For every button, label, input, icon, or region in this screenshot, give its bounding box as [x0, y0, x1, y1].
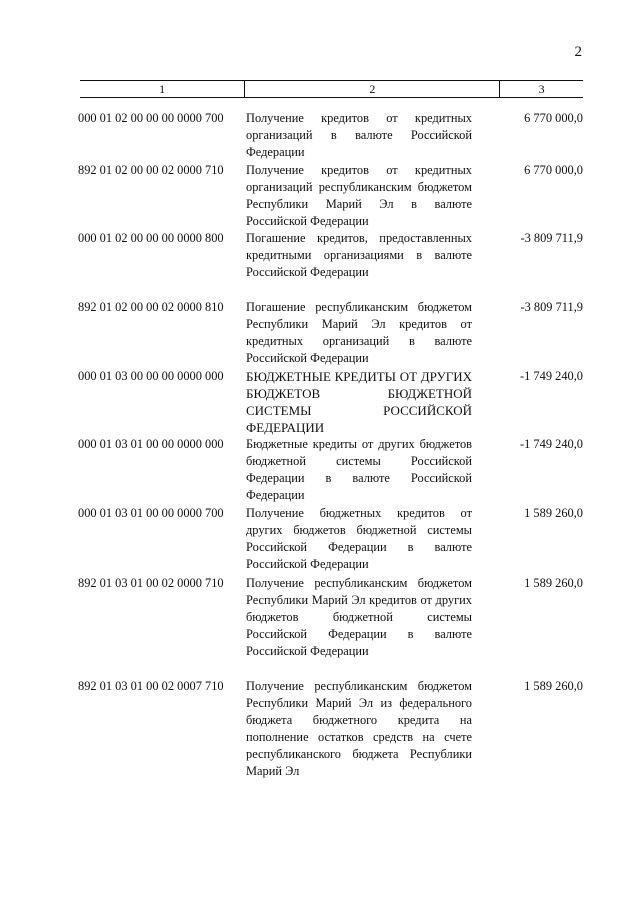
table-row — [78, 436, 583, 505]
table-row — [78, 110, 583, 162]
page-number: 2 — [574, 44, 582, 60]
row-amount: 6 770 000,0 — [524, 163, 583, 177]
row-code: 892 01 02 00 00 02 0000 810 — [78, 300, 224, 314]
row-amount: -1 749 240,0 — [520, 369, 583, 383]
header-col-1: 1 — [80, 81, 245, 97]
row-amount: -1 749 240,0 — [520, 437, 583, 451]
row-name: Погашение республиканским бюджетом Республики Марий Эл кредитов от кредитных организаций в валюте Российской Федерации — [246, 300, 472, 365]
header-col-3: 3 — [538, 82, 545, 96]
table-row — [78, 162, 583, 230]
row-name: Получение республиканским бюджетом Республики Марий Эл из федерального бюджета бюджетного кредита на пополнение остатков средств на счете республиканского бюджета Республики Марий Эл — [246, 679, 472, 778]
row-name: Бюджетные кредиты от других бюджетов бюджетной системы Российской Федерации в валюте Российской Федерации — [246, 437, 472, 502]
table-row — [78, 575, 583, 678]
table-row — [78, 505, 583, 575]
row-amount: 1 589 260,0 — [524, 576, 583, 590]
row-code: 892 01 03 01 00 02 0007 710 — [78, 679, 224, 693]
table-header — [80, 80, 583, 98]
row-code: 892 01 02 00 00 02 0000 710 — [78, 163, 224, 177]
table-row — [78, 230, 583, 299]
row-code: 000 01 03 01 00 00 0000 700 — [78, 506, 224, 520]
header-col-2: 2 — [245, 81, 500, 97]
row-name: БЮДЖЕТНЫЕ КРЕДИТЫ ОТ ДРУГИХ БЮДЖЕТОВ БЮДЖЕТНОЙ СИСТЕМЫ РОССИЙСКОЙ ФЕДЕРАЦИИ — [246, 369, 472, 435]
row-amount: 1 589 260,0 — [524, 506, 583, 520]
table-row — [78, 678, 583, 788]
row-code: 892 01 03 01 00 02 0000 710 — [78, 576, 224, 590]
row-amount: 1 589 260,0 — [524, 679, 583, 693]
table-row — [78, 368, 583, 436]
row-code: 000 01 03 01 00 00 0000 000 — [78, 437, 224, 451]
row-name: Получение кредитов от кредитных организаций республиканским бюджетом Республики Марий Эл в валюте Российской Федерации — [246, 163, 472, 228]
row-code: 000 01 02 00 00 00 0000 700 — [78, 111, 224, 125]
row-name: Получение республиканским бюджетом Республики Марий Эл кредитов от других бюджетов бюджетной системы Российской Федерации в валюте Российской Федерации — [246, 576, 472, 658]
table-body — [78, 110, 583, 788]
table-row — [78, 299, 583, 368]
row-name: Получение кредитов от кредитных организаций в валюте Российской Федерации — [246, 111, 472, 159]
row-name: Получение бюджетных кредитов от других бюджетов бюджетной системы Российской Федерации в валюте Российской Федерации — [246, 506, 472, 571]
row-code: 000 01 03 00 00 00 0000 000 — [78, 369, 224, 383]
row-code: 000 01 02 00 00 00 0000 800 — [78, 231, 224, 245]
row-amount: -3 809 711,9 — [520, 300, 583, 314]
row-amount: -3 809 711,9 — [520, 231, 583, 245]
row-amount: 6 770 000,0 — [524, 111, 583, 125]
row-name: Погашение кредитов, предоставленных кредитными организациями в валюте Российской Федерации — [246, 231, 472, 279]
